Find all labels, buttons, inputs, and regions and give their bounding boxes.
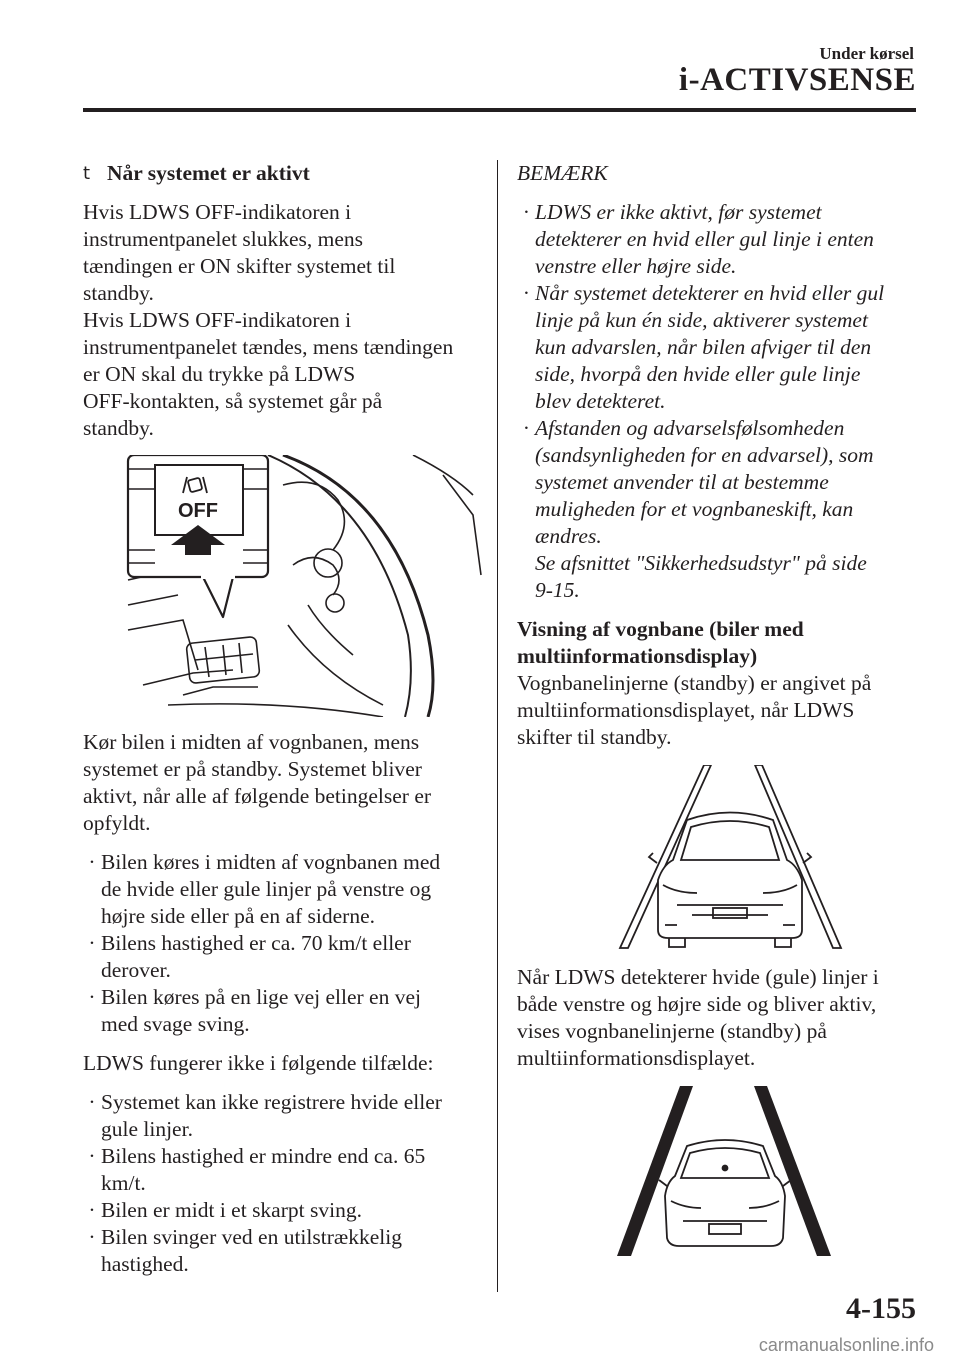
car-top-icon <box>659 1140 791 1246</box>
list-item: · Systemet kan ikke registrere hvide eller gule linjer. <box>88 1090 442 1141</box>
off-switch-label: OFF <box>178 500 218 522</box>
subheading-lane-display: Visning af vognbane (biler med multiinformationsdisplay) <box>517 617 804 668</box>
header-rule <box>83 108 916 112</box>
paragraph-standby-display: Vognbanelinjerne (standby) er angivet på multiinformationsdisplayet, når LDWS skifter til standby. <box>517 671 872 749</box>
lane-standby-illustration <box>517 765 917 950</box>
paragraph-drive-center: Kør bilen i midten af vognbanen, mens systemet er på standby. Systemet bliver aktivt, når alle af følgende betingelser er opfyldt. <box>83 730 432 835</box>
list-item: · Bilens hastighed er ca. 70 km/t eller derover. <box>88 931 411 982</box>
chapter-title: i-ACTIVSENSE <box>678 62 916 98</box>
list-item: · Bilen er midt i et skarpt sving. <box>88 1198 362 1222</box>
paragraph-not-working: LDWS fungerer ikke i følgende tilfælde: <box>83 1051 434 1075</box>
list-item: · Bilens hastighed er mindre end ca. 65 km/t. <box>88 1144 426 1195</box>
left-column <box>83 160 483 1278</box>
section-title: Under kørsel <box>819 44 914 63</box>
page-number: 4-155 <box>846 1292 916 1325</box>
section-heading <box>83 160 483 187</box>
column-divider <box>497 160 498 1292</box>
right-column <box>517 160 917 1258</box>
paragraph-standby: Hvis LDWS OFF-indikatoren i instrumentpanelet slukkes, mens tændingen er ON skifter systemet til standby. Hvis LDWS OFF-indikatoren i instrumentpanelet tændes, mens tændingen er ON skal du trykke på LDWS OFF-kontakten, så systemet går på standby. <box>83 200 454 440</box>
paragraph-active-display: Når LDWS detekterer hvide (gule) linjer i både venstre og højre side og bliver aktiv, vises vognbanelinjerne (standby) på multiinformationsdisplayet. <box>517 965 879 1070</box>
heading-marker: t <box>83 163 91 184</box>
ldws-switch-illustration <box>83 455 483 717</box>
list-item: · Bilen køres på en lige vej eller en vej med svage sving. <box>88 985 421 1036</box>
lane-active-illustration <box>517 1086 917 1258</box>
list-item: · Bilen svinger ved en utilstrækkelig hastighed. <box>88 1225 402 1276</box>
note-item: · Når systemet detekterer en hvid eller gul linje på kun én side, aktiverer systemet kun advarslen, når bilen afviger til den side, hvorpå den hvide eller gule linje blev detekteret. <box>523 281 885 413</box>
note-heading: BEMÆRK <box>517 161 608 185</box>
watermark: carmanualsonline.info <box>758 1335 934 1355</box>
note-item: · Afstanden og advarselsfølsomheden (sandsynligheden for en advarsel), som systemet anvender til at bestemme muligheden for et vognbaneskift, kan ændres. Se afsnittet "Sikkerhedsudstyr" på side 9-15. <box>523 416 874 602</box>
heading-text: Når systemet er aktivt <box>107 161 310 185</box>
list-item: · Bilen køres i midten af vognbanen med de hvide eller gule linjer på venstre og højre side eller på en af siderne. <box>88 850 441 928</box>
note-item: · LDWS er ikke aktivt, før systemet detekterer en hvid eller gul linje i enten venstre eller højre side. <box>523 200 874 278</box>
